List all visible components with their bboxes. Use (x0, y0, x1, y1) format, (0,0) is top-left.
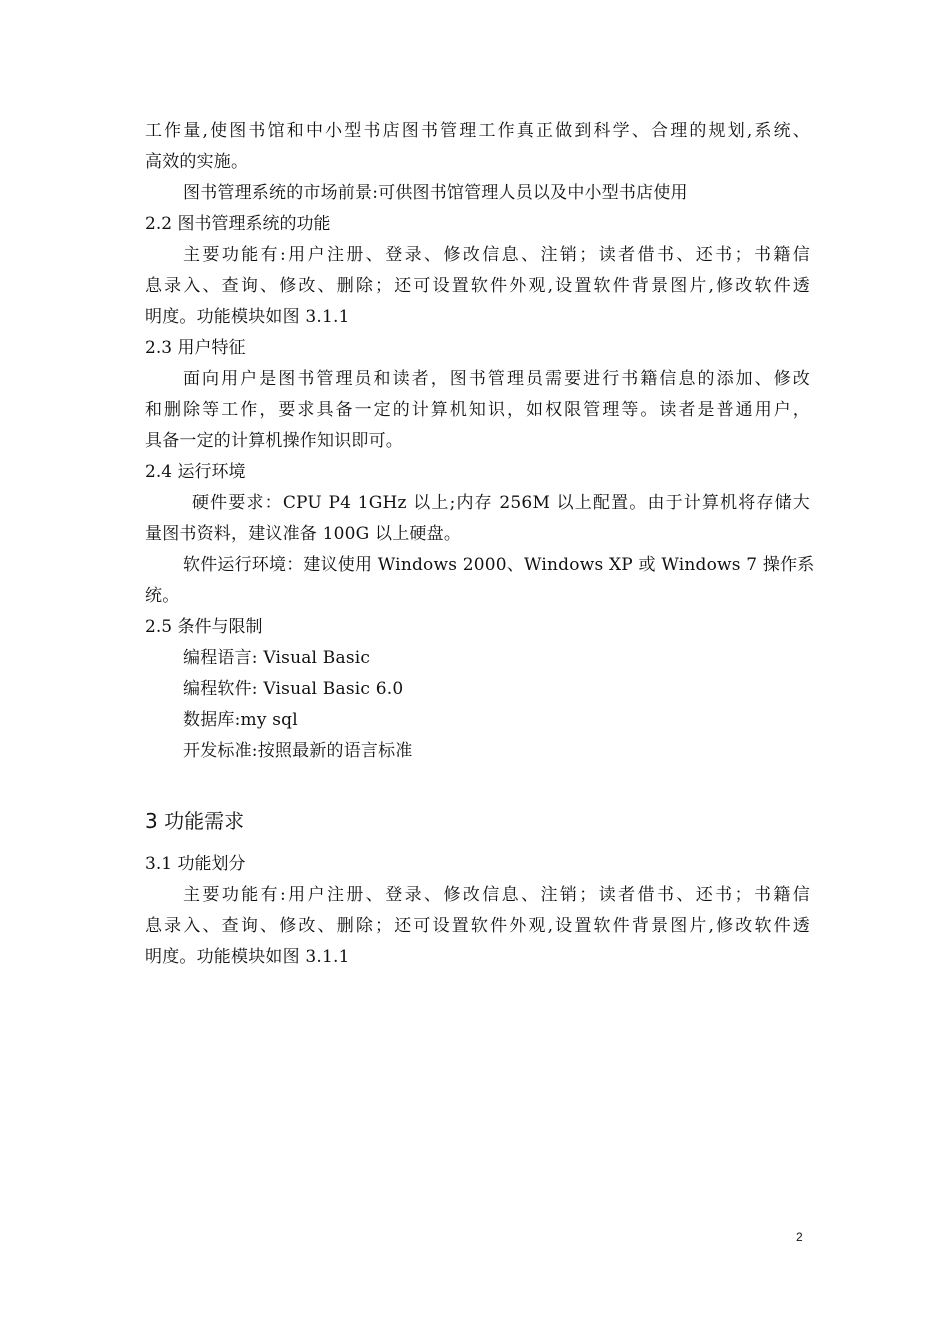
section-3-1-line-1: 主要功能有:用户注册、登录、修改信息、注销；读者借书、还书；书籍信 (183, 885, 810, 905)
hardware-line-2: 量图书资料，建议准备 100G 以上硬盘。 (145, 524, 462, 544)
section-3-1-line-3: 明度。功能模块如图 3.1.1 (145, 947, 350, 967)
section-2-5-heading: 2.5 条件与限制 (145, 617, 263, 637)
software-line-1: 软件运行环境：建议使用 Windows 2000、Windows XP 或 Windows 7 操作系 (183, 555, 815, 575)
database: 数据库:my sql (183, 710, 298, 730)
section-2-3-heading: 2.3 用户特征 (145, 338, 246, 358)
section-3-heading: 3 功能需求 (145, 809, 245, 833)
section-2-2-line-2: 息录入、查询、修改、删除；还可设置软件外观,设置软件背景图片,修改软件透 (145, 276, 810, 296)
section-2-4-heading: 2.4 运行环境 (145, 462, 246, 482)
page-number: 2 (796, 1230, 803, 1244)
software-line-2: 统。 (145, 586, 180, 606)
intro-line-1: 工作量,使图书馆和中小型书店图书管理工作真正做到科学、合理的规划,系统、 (145, 121, 810, 141)
section-2-3-line-2: 和删除等工作，要求具备一定的计算机知识，如权限管理等。读者是普通用户， (145, 400, 810, 420)
section-2-3-line-3: 具备一定的计算机操作知识即可。 (145, 431, 403, 451)
section-2-3-line-1: 面向用户是图书管理员和读者，图书管理员需要进行书籍信息的添加、修改 (183, 369, 810, 389)
intro-line-2: 高效的实施。 (145, 152, 249, 172)
programming-software: 编程软件: Visual Basic 6.0 (183, 679, 404, 699)
development-standard: 开发标准:按照最新的语言标准 (183, 741, 413, 761)
hardware-line-1: 硬件要求：CPU P4 1GHz 以上;内存 256M 以上配置。由于计算机将存储大 (192, 493, 810, 513)
section-3-1-line-2: 息录入、查询、修改、删除；还可设置软件外观,设置软件背景图片,修改软件透 (145, 916, 810, 936)
programming-language: 编程语言: Visual Basic (183, 648, 371, 668)
section-2-2-heading: 2.2 图书管理系统的功能 (145, 214, 331, 234)
section-2-2-line-1: 主要功能有:用户注册、登录、修改信息、注销；读者借书、还书；书籍信 (183, 245, 810, 265)
section-3-1-heading: 3.1 功能划分 (145, 854, 246, 874)
section-2-2-line-3: 明度。功能模块如图 3.1.1 (145, 307, 350, 327)
market-prospect: 图书管理系统的市场前景:可供图书馆管理人员以及中小型书店使用 (183, 183, 688, 203)
